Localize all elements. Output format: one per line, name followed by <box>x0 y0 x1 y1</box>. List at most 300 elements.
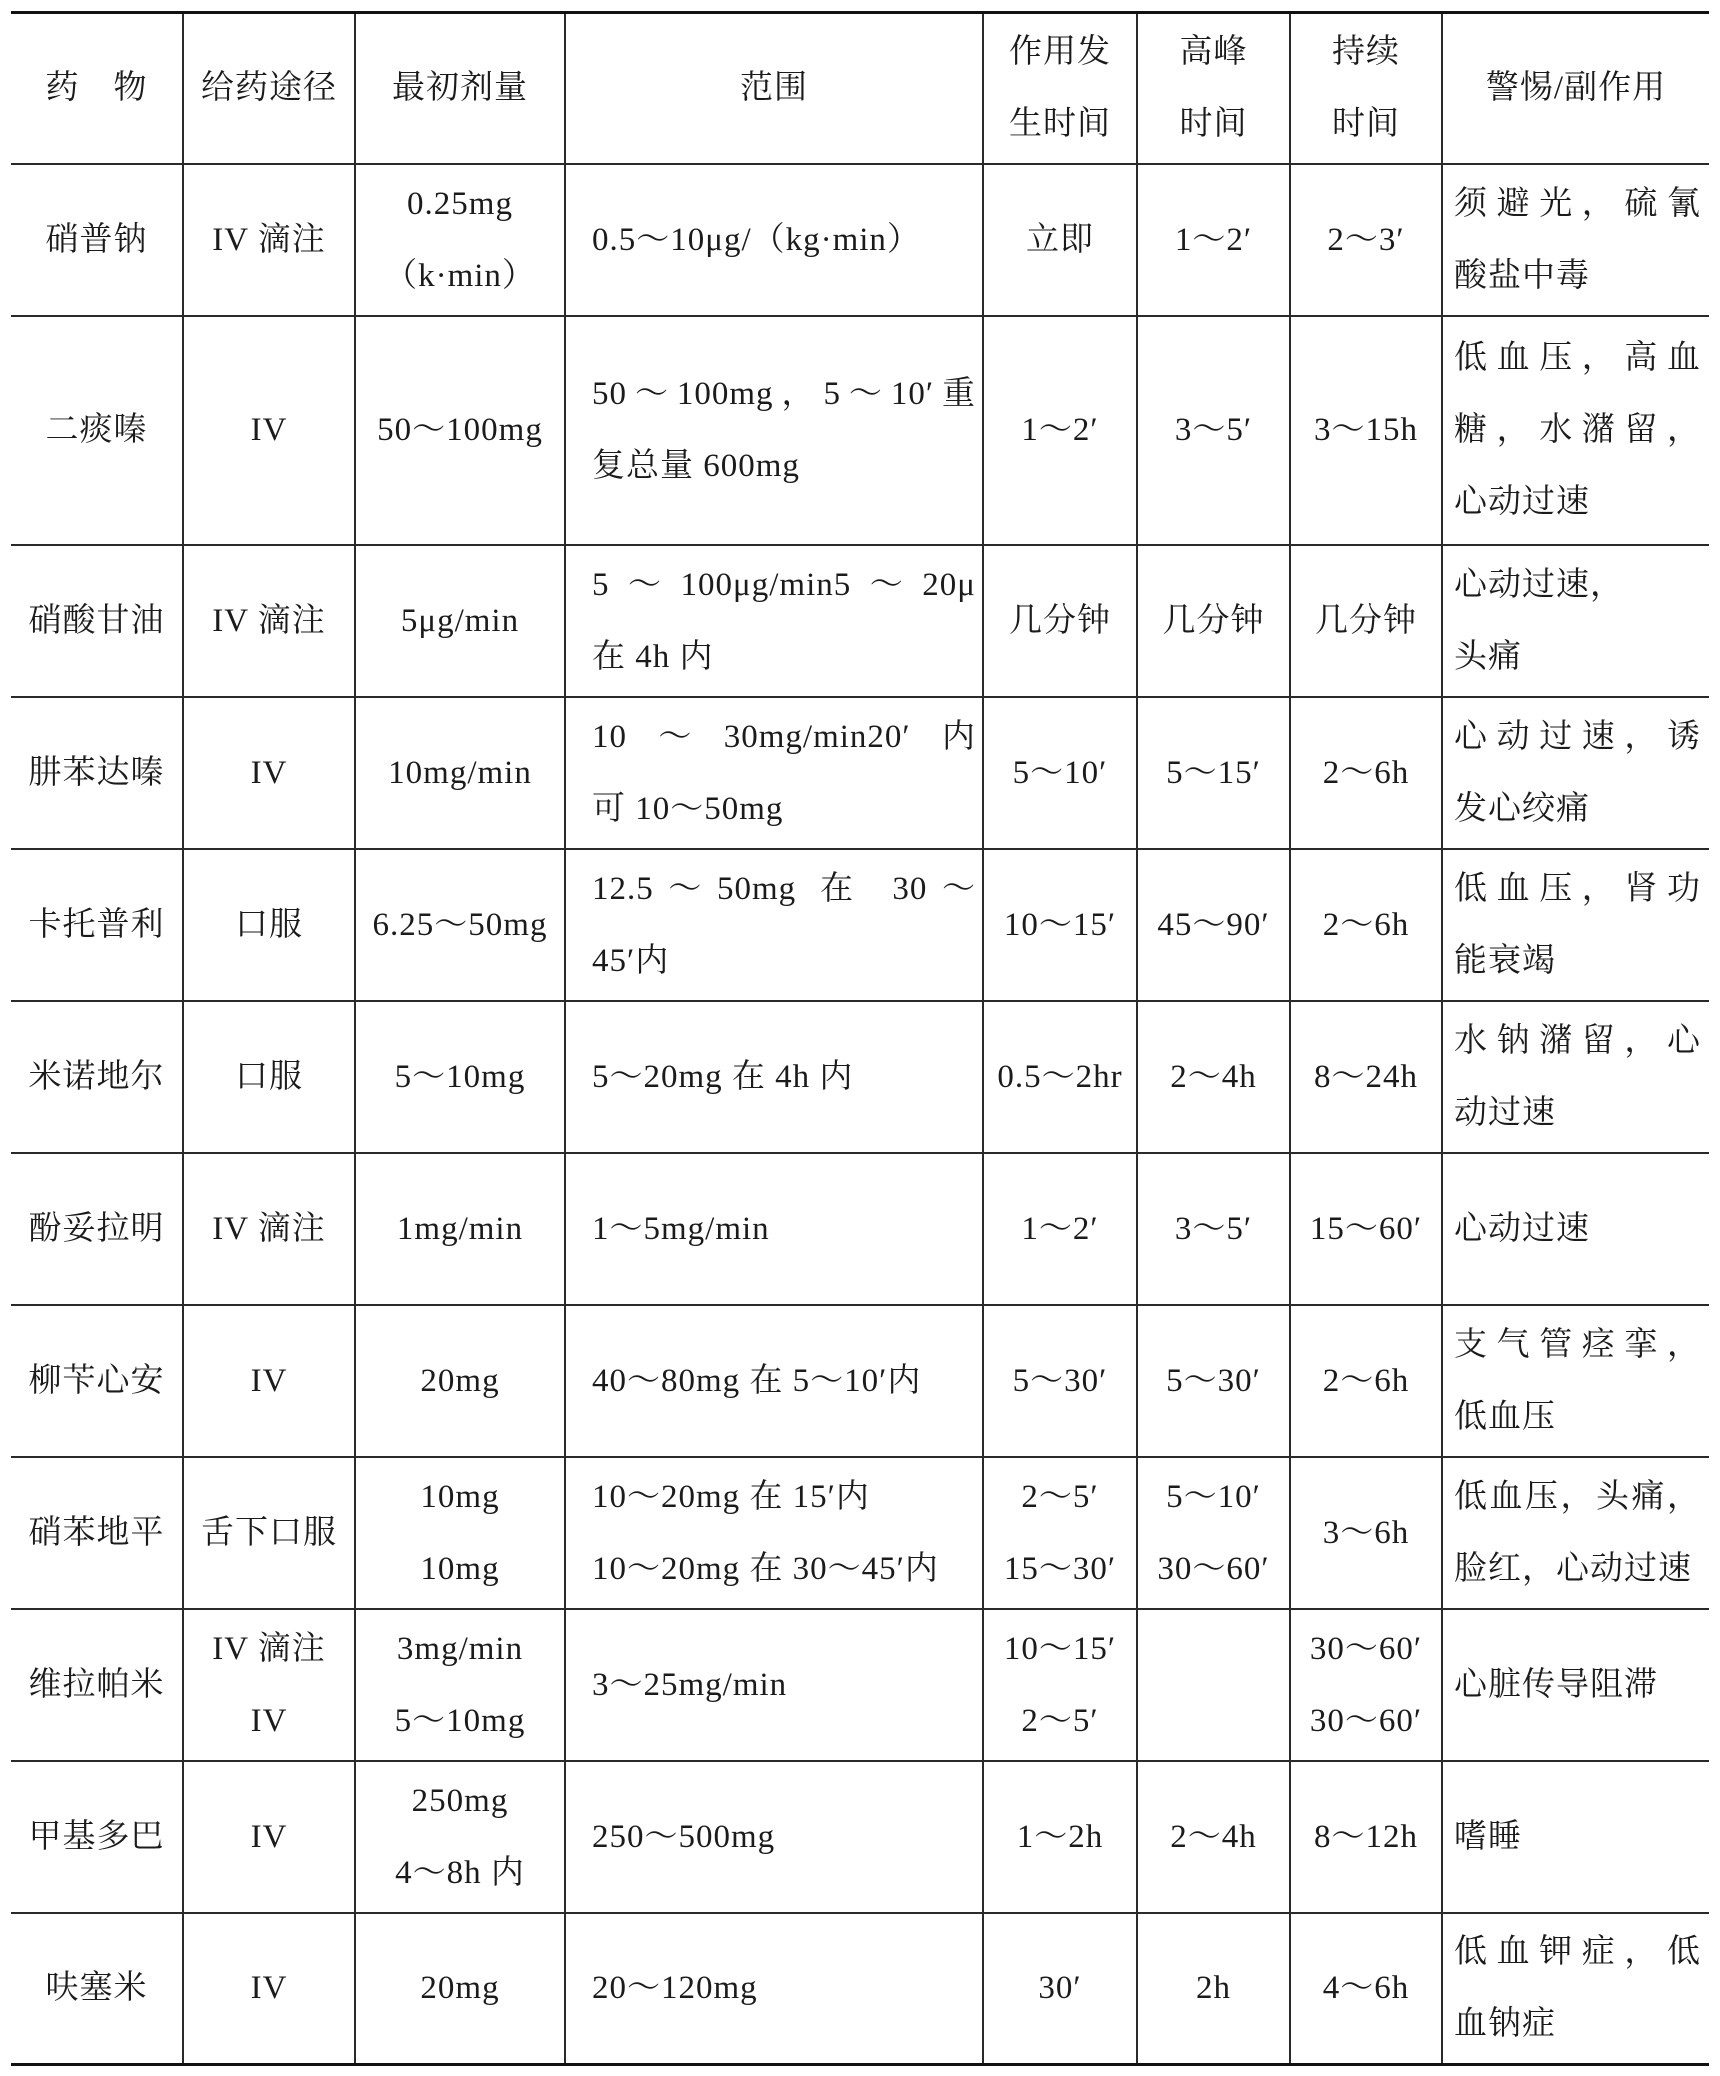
cell-paragraph <box>1454 1193 1701 1265</box>
table-row <box>11 1001 1709 1153</box>
cell-route <box>183 1913 355 2065</box>
cell-line: IV 滴注 <box>212 602 326 639</box>
cell-line: 可 10～50mg <box>592 790 784 827</box>
cell-paragraph <box>592 1461 976 1533</box>
cell-paragraph <box>984 1613 1136 1685</box>
cell-drug <box>11 697 183 849</box>
cell-paragraph <box>11 52 182 124</box>
cell-line: 酸盐中毒 <box>1454 257 1590 294</box>
cell-line: 高峰 <box>1179 34 1248 71</box>
cell-paragraph <box>1291 585 1441 657</box>
cell-line: IV <box>250 1362 288 1399</box>
cell-range <box>565 1153 983 1305</box>
cell-drug <box>11 316 183 545</box>
cell-paragraph <box>1291 889 1441 961</box>
cell-line: 0.25mg <box>407 185 513 222</box>
cell-paragraph <box>1291 88 1441 160</box>
cell-paragraph <box>984 1801 1136 1873</box>
cell-line: 动过速 <box>1454 1094 1556 1131</box>
cell-line: IV <box>250 1970 288 2007</box>
cell-line: 4～8h 内 <box>395 1854 525 1891</box>
cell-drug <box>11 164 183 316</box>
cell-drug <box>11 1153 183 1305</box>
cell-paragraph <box>1138 1461 1289 1533</box>
drug-table <box>11 11 1709 2066</box>
cell-line: 40～80mg 在 5～10′内 <box>592 1362 922 1399</box>
cell-onset <box>983 1153 1137 1305</box>
cell-line: 低血压，高血 <box>1454 340 1701 376</box>
cell-line: 1～2h <box>1016 1818 1104 1855</box>
cell-paragraph <box>984 1461 1136 1533</box>
cell-paragraph <box>984 889 1136 961</box>
cell-paragraph <box>592 1952 976 2024</box>
cell-drug <box>11 1913 183 2065</box>
cell-onset <box>983 1761 1137 1913</box>
cell-paragraph <box>356 1461 564 1533</box>
cell-paragraph <box>984 1533 1136 1605</box>
cell-dose <box>355 316 565 545</box>
cell-paragraph <box>184 585 354 657</box>
cell-line: 水钠潴留，心 <box>1454 1022 1701 1059</box>
cell-paragraph <box>984 1685 1136 1757</box>
header-drug <box>11 13 183 164</box>
cell-line: 血钠症 <box>1454 2006 1556 2043</box>
cell-paragraph <box>356 1765 564 1837</box>
cell-paragraph <box>1454 1005 1701 1149</box>
cell-paragraph <box>1454 549 1701 621</box>
cell-paragraph <box>1454 853 1701 997</box>
cell-route <box>183 1001 355 1153</box>
cell-duration <box>1290 1001 1442 1153</box>
cell-peak <box>1137 1761 1290 1913</box>
cell-paragraph <box>356 1041 564 1113</box>
cell-peak <box>1137 1457 1290 1609</box>
cell-route <box>183 545 355 697</box>
table-row <box>11 1305 1709 1457</box>
cell-line: 1mg/min <box>396 1210 524 1247</box>
cell-line: 10mg/min <box>388 754 532 791</box>
cell-onset <box>983 1913 1137 2065</box>
cell-line: 8～12h <box>1314 1818 1418 1855</box>
cell-paragraph <box>1138 1952 1289 2024</box>
cell-line: 酚妥拉明 <box>28 1210 165 1247</box>
cell-line: 250mg <box>411 1782 509 1819</box>
cell-paragraph <box>184 1193 354 1265</box>
cell-warning <box>1442 164 1709 316</box>
cell-line: 嗜睡 <box>1454 1818 1522 1855</box>
cell-line: 心动过速， <box>1454 566 1624 603</box>
cell-dose <box>355 1457 565 1609</box>
cell-peak <box>1137 545 1290 697</box>
cell-paragraph <box>11 1801 182 1873</box>
cell-dose <box>355 164 565 316</box>
cell-line: 甲基多巴 <box>28 1818 165 1855</box>
cell-paragraph <box>984 1193 1136 1265</box>
cell-line: 3mg/min <box>396 1630 524 1667</box>
cell-paragraph <box>356 52 564 124</box>
cell-paragraph <box>1454 1461 1701 1605</box>
cell-paragraph <box>1454 1649 1701 1721</box>
cell-line: 给药途径 <box>201 70 337 107</box>
cell-peak <box>1137 1001 1290 1153</box>
cell-line: 2～4h <box>1170 1818 1257 1855</box>
cell-dose <box>355 1913 565 2065</box>
cell-line: 2～5′ <box>1021 1478 1099 1515</box>
cell-line: 10～20mg 在 15′内 <box>592 1478 870 1515</box>
cell-paragraph <box>356 737 564 809</box>
cell-line: 45′内 <box>592 942 670 979</box>
cell-paragraph <box>356 394 564 466</box>
cell-line: 呋塞米 <box>45 1970 148 2007</box>
cell-paragraph <box>1454 322 1701 538</box>
cell-route <box>183 1153 355 1305</box>
cell-paragraph <box>1443 52 1709 124</box>
cell-line: 口服 <box>235 906 303 943</box>
cell-route <box>183 1761 355 1913</box>
cell-onset <box>983 1609 1137 1761</box>
cell-paragraph <box>1454 1309 1701 1453</box>
cell-line: IV <box>250 1818 288 1855</box>
cell-onset <box>983 1457 1137 1609</box>
cell-drug <box>11 1761 183 1913</box>
cell-paragraph <box>11 1345 182 1417</box>
cell-line: IV <box>250 754 288 791</box>
cell-line: 在 4h 内 <box>592 638 714 675</box>
cell-line: 5～15′ <box>1166 754 1261 791</box>
table-row <box>11 1457 1709 1609</box>
cell-paragraph <box>984 1952 1136 2024</box>
cell-line: 心动过速 <box>1454 484 1590 520</box>
cell-paragraph <box>592 549 976 693</box>
cell-paragraph <box>984 1345 1136 1417</box>
cell-paragraph <box>184 52 354 124</box>
cell-paragraph <box>11 394 182 466</box>
table-row <box>11 545 1709 697</box>
cell-line: 支气管痉挛， <box>1454 1326 1701 1363</box>
cell-range <box>565 1457 983 1609</box>
cell-line: 3～6h <box>1322 1514 1410 1551</box>
cell-route <box>183 697 355 849</box>
cell-peak <box>1137 697 1290 849</box>
cell-drug <box>11 1609 183 1761</box>
cell-paragraph <box>1138 16 1289 88</box>
cell-warning <box>1442 1761 1709 1913</box>
cell-paragraph <box>184 1801 354 1873</box>
table-row <box>11 316 1709 545</box>
cell-range <box>565 1609 983 1761</box>
cell-line: 2～6h <box>1322 1362 1410 1399</box>
cell-peak <box>1137 316 1290 545</box>
cell-dose <box>355 1001 565 1153</box>
cell-line: 二痰嗪 <box>45 412 148 448</box>
header-duration <box>1290 13 1442 164</box>
cell-paragraph <box>184 737 354 809</box>
table-row <box>11 1153 1709 1305</box>
cell-line: 10mg <box>420 1478 500 1515</box>
cell-paragraph <box>11 1193 182 1265</box>
cell-paragraph <box>11 204 182 276</box>
cell-route <box>183 849 355 1001</box>
cell-onset <box>983 697 1137 849</box>
cell-range <box>565 545 983 697</box>
cell-paragraph <box>1291 204 1441 276</box>
cell-line: 低血钾症，低 <box>1454 1934 1701 1971</box>
cell-paragraph <box>184 1685 354 1757</box>
cell-peak <box>1137 1609 1290 1761</box>
cell-paragraph <box>1291 1952 1441 2024</box>
cell-paragraph <box>356 1952 564 2024</box>
cell-paragraph <box>984 88 1136 160</box>
cell-warning <box>1442 1305 1709 1457</box>
cell-line: 5～10mg <box>394 1702 526 1739</box>
cell-line: 1～2′ <box>1021 1210 1099 1247</box>
cell-paragraph <box>1291 737 1441 809</box>
cell-onset <box>983 316 1137 545</box>
cell-line: 范围 <box>740 70 808 107</box>
cell-line: IV <box>250 412 288 448</box>
cell-paragraph <box>1291 1801 1441 1873</box>
cell-paragraph <box>592 701 976 845</box>
cell-line: 几分钟 <box>1009 602 1111 639</box>
cell-line: 2～3′ <box>1327 221 1405 258</box>
cell-route <box>183 316 355 545</box>
cell-paragraph <box>1138 1193 1289 1265</box>
cell-paragraph <box>1291 394 1441 466</box>
cell-paragraph <box>1291 16 1441 88</box>
cell-dose <box>355 697 565 849</box>
cell-paragraph <box>184 204 354 276</box>
cell-line: 须避光，硫氰 <box>1454 185 1701 222</box>
cell-duration <box>1290 849 1442 1001</box>
cell-paragraph <box>1138 889 1289 961</box>
cell-line: 12.5～50mg 在 30～ <box>592 870 976 907</box>
cell-line: 10mg <box>420 1550 500 1587</box>
cell-paragraph <box>1138 585 1289 657</box>
cell-paragraph <box>1138 88 1289 160</box>
cell-line: 3～5′ <box>1174 412 1253 448</box>
cell-line: 最初剂量 <box>392 70 528 107</box>
cell-paragraph <box>356 1613 564 1685</box>
cell-paragraph <box>184 394 354 466</box>
cell-line: 脸红，心动过速 <box>1454 1550 1692 1587</box>
cell-paragraph <box>984 16 1136 88</box>
cell-line: 5μg/min <box>400 602 520 639</box>
cell-paragraph <box>1454 1801 1701 1873</box>
cell-line: 3～15h <box>1314 412 1418 448</box>
cell-paragraph <box>1454 621 1701 693</box>
cell-paragraph <box>592 358 976 502</box>
cell-line: 5～100μg/min5～20μ <box>592 566 976 603</box>
cell-paragraph <box>1138 1533 1289 1605</box>
cell-line: 2～6h <box>1322 906 1410 943</box>
cell-paragraph <box>984 737 1136 809</box>
cell-dose <box>355 1761 565 1913</box>
cell-line: 警惕/副作用 <box>1485 70 1667 107</box>
cell-duration <box>1290 164 1442 316</box>
cell-line: 低血压 <box>1454 1398 1556 1435</box>
cell-paragraph <box>1454 1916 1701 2060</box>
table-header-row <box>11 13 1709 164</box>
cell-warning <box>1442 1457 1709 1609</box>
cell-line: 250～500mg <box>592 1818 776 1855</box>
cell-line: 维拉帕米 <box>28 1666 165 1703</box>
cell-line: 6.25～50mg <box>372 906 548 943</box>
table-header <box>11 13 1709 164</box>
cell-line: 5～30′ <box>1166 1362 1261 1399</box>
cell-route <box>183 1305 355 1457</box>
cell-paragraph <box>592 1801 976 1873</box>
cell-line: 几分钟 <box>1315 602 1417 639</box>
cell-dose <box>355 1153 565 1305</box>
cell-paragraph <box>1291 1685 1441 1757</box>
cell-line: 时间 <box>1332 106 1400 143</box>
cell-line: 硝普钠 <box>45 221 148 258</box>
cell-line: 5～20mg 在 4h 内 <box>592 1058 854 1095</box>
cell-paragraph <box>984 585 1136 657</box>
table-row <box>11 697 1709 849</box>
cell-line: 复总量 600mg <box>592 448 800 484</box>
cell-paragraph <box>184 1952 354 2024</box>
cell-paragraph <box>1138 1345 1289 1417</box>
cell-line: 30～60′ <box>1157 1550 1270 1587</box>
cell-line: 肼苯达嗪 <box>28 754 165 791</box>
cell-line: 20mg <box>420 1362 500 1399</box>
cell-warning <box>1442 1609 1709 1761</box>
cell-range <box>565 316 983 545</box>
cell-duration <box>1290 697 1442 849</box>
cell-paragraph <box>356 585 564 657</box>
cell-paragraph <box>11 1041 182 1113</box>
cell-paragraph <box>184 1041 354 1113</box>
cell-warning <box>1442 849 1709 1001</box>
cell-line: 10～15′ <box>1003 906 1117 943</box>
cell-route <box>183 1609 355 1761</box>
cell-paragraph <box>592 1041 976 1113</box>
cell-paragraph <box>184 889 354 961</box>
cell-line: 0.5～2hr <box>997 1058 1123 1095</box>
cell-line: 30～60′ <box>1309 1630 1423 1667</box>
cell-onset <box>983 545 1137 697</box>
cell-paragraph <box>984 204 1136 276</box>
cell-drug <box>11 1305 183 1457</box>
cell-warning <box>1442 316 1709 545</box>
cell-line: IV 滴注 <box>212 1210 326 1247</box>
table-row <box>11 1913 1709 2065</box>
cell-paragraph <box>1291 1193 1441 1265</box>
cell-range <box>565 1305 983 1457</box>
cell-warning <box>1442 1001 1709 1153</box>
cell-line: 1～2′ <box>1174 221 1253 258</box>
cell-duration <box>1290 1761 1442 1913</box>
cell-paragraph <box>984 1041 1136 1113</box>
cell-paragraph <box>1291 1497 1441 1569</box>
cell-paragraph <box>1291 1345 1441 1417</box>
cell-line: 心动过速 <box>1454 1210 1590 1247</box>
cell-paragraph <box>592 1649 976 1721</box>
cell-paragraph <box>11 1649 182 1721</box>
cell-line: 时间 <box>1179 106 1248 143</box>
table-body <box>11 164 1709 2065</box>
cell-paragraph <box>356 889 564 961</box>
cell-line: 5～10′ <box>1166 1478 1261 1515</box>
cell-line: 糖，水潴留， <box>1454 412 1701 448</box>
cell-line: 生时间 <box>1009 106 1111 143</box>
cell-peak <box>1137 1913 1290 2065</box>
cell-line: 立即 <box>1026 221 1094 258</box>
cell-paragraph <box>11 1497 182 1569</box>
cell-line: 8～24h <box>1314 1058 1418 1095</box>
cell-onset <box>983 849 1137 1001</box>
cell-line: 3～5′ <box>1174 1210 1253 1247</box>
cell-paragraph <box>184 1613 354 1685</box>
header-dose <box>355 13 565 164</box>
header-onset <box>983 13 1137 164</box>
cell-line: 15～60′ <box>1309 1210 1423 1247</box>
table-row <box>11 164 1709 316</box>
cell-line: 0.5～10μg/（kg·min） <box>592 221 921 258</box>
cell-paragraph <box>356 1193 564 1265</box>
cell-line: 10～30mg/min20′内 <box>592 718 976 755</box>
cell-paragraph <box>11 1952 182 2024</box>
cell-line: 10～20mg 在 30～45′内 <box>592 1550 939 1587</box>
cell-duration <box>1290 1609 1442 1761</box>
cell-paragraph <box>592 1345 976 1417</box>
cell-drug <box>11 849 183 1001</box>
cell-line: 5～30′ <box>1012 1362 1108 1399</box>
cell-duration <box>1290 545 1442 697</box>
cell-line: 口服 <box>235 1058 303 1095</box>
cell-line: 50～100mg，5～10′重 <box>592 376 976 412</box>
cell-line: 低血压，头痛， <box>1454 1478 1701 1515</box>
header-peak <box>1137 13 1290 164</box>
cell-route <box>183 1457 355 1609</box>
cell-line: IV 滴注 <box>212 221 326 258</box>
cell-route <box>183 164 355 316</box>
cell-line: 硝苯地平 <box>28 1514 165 1551</box>
cell-dose <box>355 545 565 697</box>
cell-paragraph <box>1138 737 1289 809</box>
cell-line: 2～5′ <box>1021 1702 1099 1739</box>
cell-dose <box>355 1305 565 1457</box>
cell-paragraph <box>592 1193 976 1265</box>
cell-line: 5～10′ <box>1012 754 1108 791</box>
cell-dose <box>355 849 565 1001</box>
cell-line: 低血压，肾功 <box>1454 870 1701 907</box>
cell-onset <box>983 1001 1137 1153</box>
table-row <box>11 1761 1709 1913</box>
cell-paragraph <box>11 889 182 961</box>
cell-paragraph <box>984 394 1136 466</box>
cell-line: （k·min） <box>384 257 536 294</box>
cell-line: 心动过速，诱 <box>1454 718 1701 755</box>
cell-range <box>565 1913 983 2065</box>
cell-warning <box>1442 697 1709 849</box>
cell-paragraph <box>1291 1041 1441 1113</box>
cell-line: 15～30′ <box>1003 1550 1117 1587</box>
cell-paragraph <box>1454 168 1701 312</box>
cell-warning <box>1442 1153 1709 1305</box>
cell-line: 30′ <box>1038 1970 1082 2007</box>
cell-line: 1～2′ <box>1021 412 1099 448</box>
cell-paragraph <box>356 1533 564 1605</box>
cell-line: IV <box>250 1702 288 1739</box>
cell-range <box>565 1761 983 1913</box>
cell-drug <box>11 1001 183 1153</box>
cell-duration <box>1290 1153 1442 1305</box>
cell-line: 2～6h <box>1322 754 1410 791</box>
cell-line: 卡托普利 <box>28 906 165 943</box>
cell-paragraph <box>11 585 182 657</box>
